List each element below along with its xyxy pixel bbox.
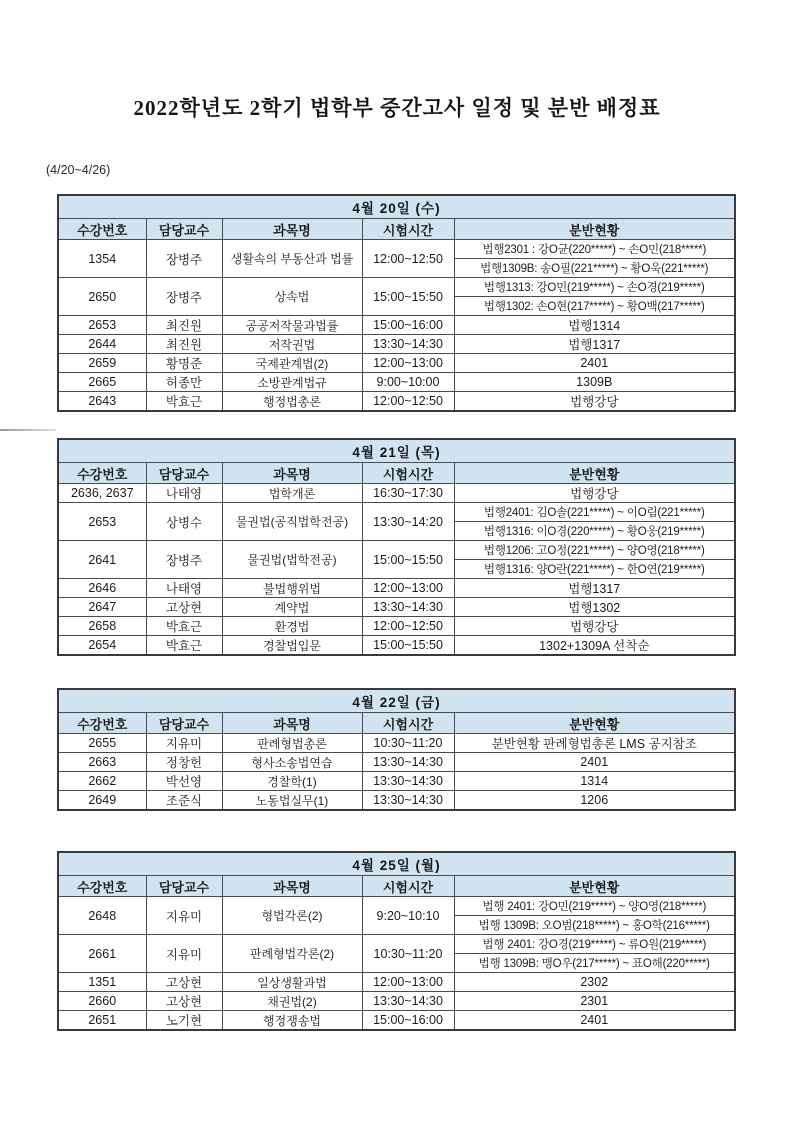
- cell-subject: 경찰법입문: [222, 636, 362, 656]
- cell-exam-time: 13:30~14:30: [362, 598, 454, 617]
- cell-course-no: 2665: [58, 373, 146, 392]
- cell-exam-time: 15:00~15:50: [362, 636, 454, 656]
- cell-subject: 환경법: [222, 617, 362, 636]
- column-header-0: 수강번호: [58, 463, 146, 484]
- column-header-3: 시험시간: [362, 876, 454, 897]
- cell-exam-time: 13:30~14:30: [362, 791, 454, 811]
- cell-section-status: 법행1317: [454, 335, 735, 354]
- cell-exam-time: 13:30~14:30: [362, 992, 454, 1011]
- cell-course-no: 2661: [58, 935, 146, 973]
- cell-exam-time: 10:30~11:20: [362, 734, 454, 753]
- cell-professor: 박효근: [146, 392, 222, 412]
- table-row: [58, 484, 735, 503]
- cell-subject: 공공저작물과법률: [222, 316, 362, 335]
- cell-section-status: 2302: [454, 973, 735, 992]
- cell-subject: 저작권법: [222, 335, 362, 354]
- cell-course-no: 2655: [58, 734, 146, 753]
- cell-section-status: 법행 1309B: 오O범(218*****) ~ 홍O학(216*****): [454, 916, 735, 935]
- cell-course-no: 2643: [58, 392, 146, 412]
- cell-course-no: 1351: [58, 973, 146, 992]
- column-header-4: 분반현황: [454, 876, 735, 897]
- cell-subject: 노동법실무(1): [222, 791, 362, 811]
- column-header-2: 과목명: [222, 713, 362, 734]
- table-row: [58, 897, 735, 916]
- table-row: [58, 541, 735, 560]
- cell-professor: 허종만: [146, 373, 222, 392]
- cell-subject: 채권법(2): [222, 992, 362, 1011]
- cell-subject: 법학개론: [222, 484, 362, 503]
- cell-course-no: 2644: [58, 335, 146, 354]
- day-title: 4월 22일 (금): [58, 689, 735, 713]
- cell-professor: 장병주: [146, 278, 222, 316]
- table-row: [58, 772, 735, 791]
- cell-section-status: 법행 2401: 강O민(219*****) ~ 양O영(218*****): [454, 897, 735, 916]
- cell-course-no: 2660: [58, 992, 146, 1011]
- cell-subject: 형사소송법연습: [222, 753, 362, 772]
- cell-subject: 판례형법총론: [222, 734, 362, 753]
- cell-section-status: 법행 1309B: 맹O우(217*****) ~ 표O해(220*****): [454, 954, 735, 973]
- table-row: [58, 992, 735, 1011]
- table-row: [58, 579, 735, 598]
- table-row: [58, 1011, 735, 1031]
- cell-subject: 국제관계법(2): [222, 354, 362, 373]
- cell-exam-time: 16:30~17:30: [362, 484, 454, 503]
- column-header-0: 수강번호: [58, 219, 146, 240]
- cell-course-no: 2636, 2637: [58, 484, 146, 503]
- cell-section-status: 법행1316: 이O경(220*****) ~ 황O웅(219*****): [454, 522, 735, 541]
- day-title: 4월 25일 (월): [58, 852, 735, 876]
- column-header-2: 과목명: [222, 219, 362, 240]
- cell-section-status: 법행1309B: 송O필(221*****) ~ 황O욱(221*****): [454, 259, 735, 278]
- column-header-2: 과목명: [222, 463, 362, 484]
- column-header-4: 분반현황: [454, 219, 735, 240]
- cell-exam-time: 12:00~12:50: [362, 617, 454, 636]
- cell-exam-time: 13:30~14:30: [362, 335, 454, 354]
- column-header-3: 시험시간: [362, 219, 454, 240]
- cell-professor: 박효근: [146, 617, 222, 636]
- cell-exam-time: 12:00~12:50: [362, 240, 454, 278]
- schedule-table-1: [57, 194, 736, 412]
- cell-subject: 경찰학(1): [222, 772, 362, 791]
- cell-exam-time: 10:30~11:20: [362, 935, 454, 973]
- cell-section-status: 법행2301 : 강O균(220*****) ~ 손O민(218*****): [454, 240, 735, 259]
- cell-course-no: 2659: [58, 354, 146, 373]
- cell-subject: 계약법: [222, 598, 362, 617]
- cell-section-status: 1314: [454, 772, 735, 791]
- day-title: 4월 21일 (목): [58, 439, 735, 463]
- cell-subject: 불법행위법: [222, 579, 362, 598]
- cell-section-status: 법행2401: 김O솔(221*****) ~ 이O림(221*****): [454, 503, 735, 522]
- column-header-2: 과목명: [222, 876, 362, 897]
- cell-section-status: 법행1302: 손O현(217*****) ~ 황O백(217*****): [454, 297, 735, 316]
- cell-course-no: 2662: [58, 772, 146, 791]
- cell-section-status: 2401: [454, 354, 735, 373]
- cell-professor: 지유미: [146, 935, 222, 973]
- cell-section-status: 2301: [454, 992, 735, 1011]
- cell-subject: 소방관계법규: [222, 373, 362, 392]
- cell-section-status: 1302+1309A 선착순: [454, 636, 735, 656]
- table-row: [58, 598, 735, 617]
- cell-exam-time: 9:00~10:00: [362, 373, 454, 392]
- cell-exam-time: 12:00~13:00: [362, 579, 454, 598]
- cell-professor: 지유미: [146, 734, 222, 753]
- cell-course-no: 2641: [58, 541, 146, 579]
- cell-course-no: 2650: [58, 278, 146, 316]
- cell-subject: 형법각론(2): [222, 897, 362, 935]
- cell-section-status: 분반현황 판례형법총론 LMS 공지참조: [454, 734, 735, 753]
- cell-course-no: 2663: [58, 753, 146, 772]
- table-row: [58, 278, 735, 297]
- cell-subject: 생활속의 부동산과 법률: [222, 240, 362, 278]
- cell-exam-time: 15:00~16:00: [362, 1011, 454, 1031]
- cell-exam-time: 9:20~10:10: [362, 897, 454, 935]
- cell-course-no: 2651: [58, 1011, 146, 1031]
- cell-subject: 행정쟁송법: [222, 1011, 362, 1031]
- cell-professor: 상병수: [146, 503, 222, 541]
- date-range-label: (4/20~4/26): [46, 163, 111, 177]
- table-row: [58, 791, 735, 811]
- cell-professor: 장병주: [146, 541, 222, 579]
- cell-professor: 최진원: [146, 316, 222, 335]
- cell-subject: 물권법(공직법학전공): [222, 503, 362, 541]
- table-row: [58, 335, 735, 354]
- column-header-4: 분반현황: [454, 463, 735, 484]
- cell-course-no: 2648: [58, 897, 146, 935]
- cell-section-status: 법행1316: 양O란(221*****) ~ 한O연(219*****): [454, 560, 735, 579]
- cell-exam-time: 15:00~16:00: [362, 316, 454, 335]
- cell-course-no: 2647: [58, 598, 146, 617]
- table-row: [58, 973, 735, 992]
- cell-professor: 최진원: [146, 335, 222, 354]
- cell-section-status: 법행강당: [454, 617, 735, 636]
- column-header-0: 수강번호: [58, 713, 146, 734]
- column-header-1: 담당교수: [146, 219, 222, 240]
- cell-professor: 고상현: [146, 973, 222, 992]
- cell-section-status: 1206: [454, 791, 735, 811]
- cell-exam-time: 12:00~12:50: [362, 392, 454, 412]
- cell-subject: 행정법총론: [222, 392, 362, 412]
- cell-professor: 고상현: [146, 598, 222, 617]
- cell-exam-time: 12:00~13:00: [362, 354, 454, 373]
- cell-course-no: 2654: [58, 636, 146, 656]
- cell-section-status: 법행1302: [454, 598, 735, 617]
- cell-professor: 고상현: [146, 992, 222, 1011]
- schedule-table-2: [57, 438, 736, 656]
- cell-professor: 조준식: [146, 791, 222, 811]
- column-header-0: 수강번호: [58, 876, 146, 897]
- cell-professor: 박선영: [146, 772, 222, 791]
- cell-section-status: 1309B: [454, 373, 735, 392]
- cell-section-status: 법행1313: 강O민(219*****) ~ 손O경(219*****): [454, 278, 735, 297]
- cell-exam-time: 13:30~14:30: [362, 753, 454, 772]
- day-title: 4월 20일 (수): [58, 195, 735, 219]
- schedule-tables: [57, 194, 734, 1031]
- cell-subject: 일상생활과법: [222, 973, 362, 992]
- cell-course-no: 2649: [58, 791, 146, 811]
- table-row: [58, 373, 735, 392]
- column-header-4: 분반현황: [454, 713, 735, 734]
- cell-professor: 나태영: [146, 484, 222, 503]
- column-header-1: 담당교수: [146, 713, 222, 734]
- schedule-table-3: [57, 688, 736, 811]
- table-row: [58, 240, 735, 259]
- table-row: [58, 392, 735, 412]
- table-row: [58, 636, 735, 656]
- table-row: [58, 734, 735, 753]
- table-row: [58, 503, 735, 522]
- cell-course-no: 2653: [58, 503, 146, 541]
- cell-course-no: 2658: [58, 617, 146, 636]
- cell-course-no: 1354: [58, 240, 146, 278]
- cell-professor: 나태영: [146, 579, 222, 598]
- cell-section-status: 법행 2401: 강O경(219*****) ~ 류O원(219*****): [454, 935, 735, 954]
- cell-professor: 황명준: [146, 354, 222, 373]
- cell-section-status: 법행1314: [454, 316, 735, 335]
- cell-exam-time: 13:30~14:30: [362, 772, 454, 791]
- table-row: [58, 617, 735, 636]
- table-row: [58, 354, 735, 373]
- column-header-1: 담당교수: [146, 876, 222, 897]
- cell-section-status: 2401: [454, 1011, 735, 1031]
- cell-professor: 노기현: [146, 1011, 222, 1031]
- column-header-1: 담당교수: [146, 463, 222, 484]
- cell-section-status: 법행강당: [454, 484, 735, 503]
- cell-section-status: 법행1206: 고O정(221*****) ~ 양O영(218*****): [454, 541, 735, 560]
- column-header-3: 시험시간: [362, 713, 454, 734]
- column-header-3: 시험시간: [362, 463, 454, 484]
- cell-subject: 물권법(법학전공): [222, 541, 362, 579]
- cell-professor: 지유미: [146, 897, 222, 935]
- cell-section-status: 2401: [454, 753, 735, 772]
- cell-professor: 박효근: [146, 636, 222, 656]
- cell-exam-time: 12:00~13:00: [362, 973, 454, 992]
- cell-exam-time: 15:00~15:50: [362, 278, 454, 316]
- cell-section-status: 법행1317: [454, 579, 735, 598]
- cell-professor: 정창헌: [146, 753, 222, 772]
- table-row: [58, 935, 735, 954]
- table-row: [58, 316, 735, 335]
- cell-course-no: 2653: [58, 316, 146, 335]
- cell-course-no: 2646: [58, 579, 146, 598]
- page-title: 2022학년도 2학기 법학부 중간고사 일정 및 분반 배정표: [133, 96, 661, 120]
- cell-professor: 장병주: [146, 240, 222, 278]
- cell-subject: 상속법: [222, 278, 362, 316]
- cell-section-status: 법행강당: [454, 392, 735, 412]
- cell-exam-time: 15:00~15:50: [362, 541, 454, 579]
- schedule-table-4: [57, 851, 736, 1031]
- cell-subject: 판례형법각론(2): [222, 935, 362, 973]
- table-row: [58, 753, 735, 772]
- scan-artifact-line: [0, 429, 56, 431]
- cell-exam-time: 13:30~14:20: [362, 503, 454, 541]
